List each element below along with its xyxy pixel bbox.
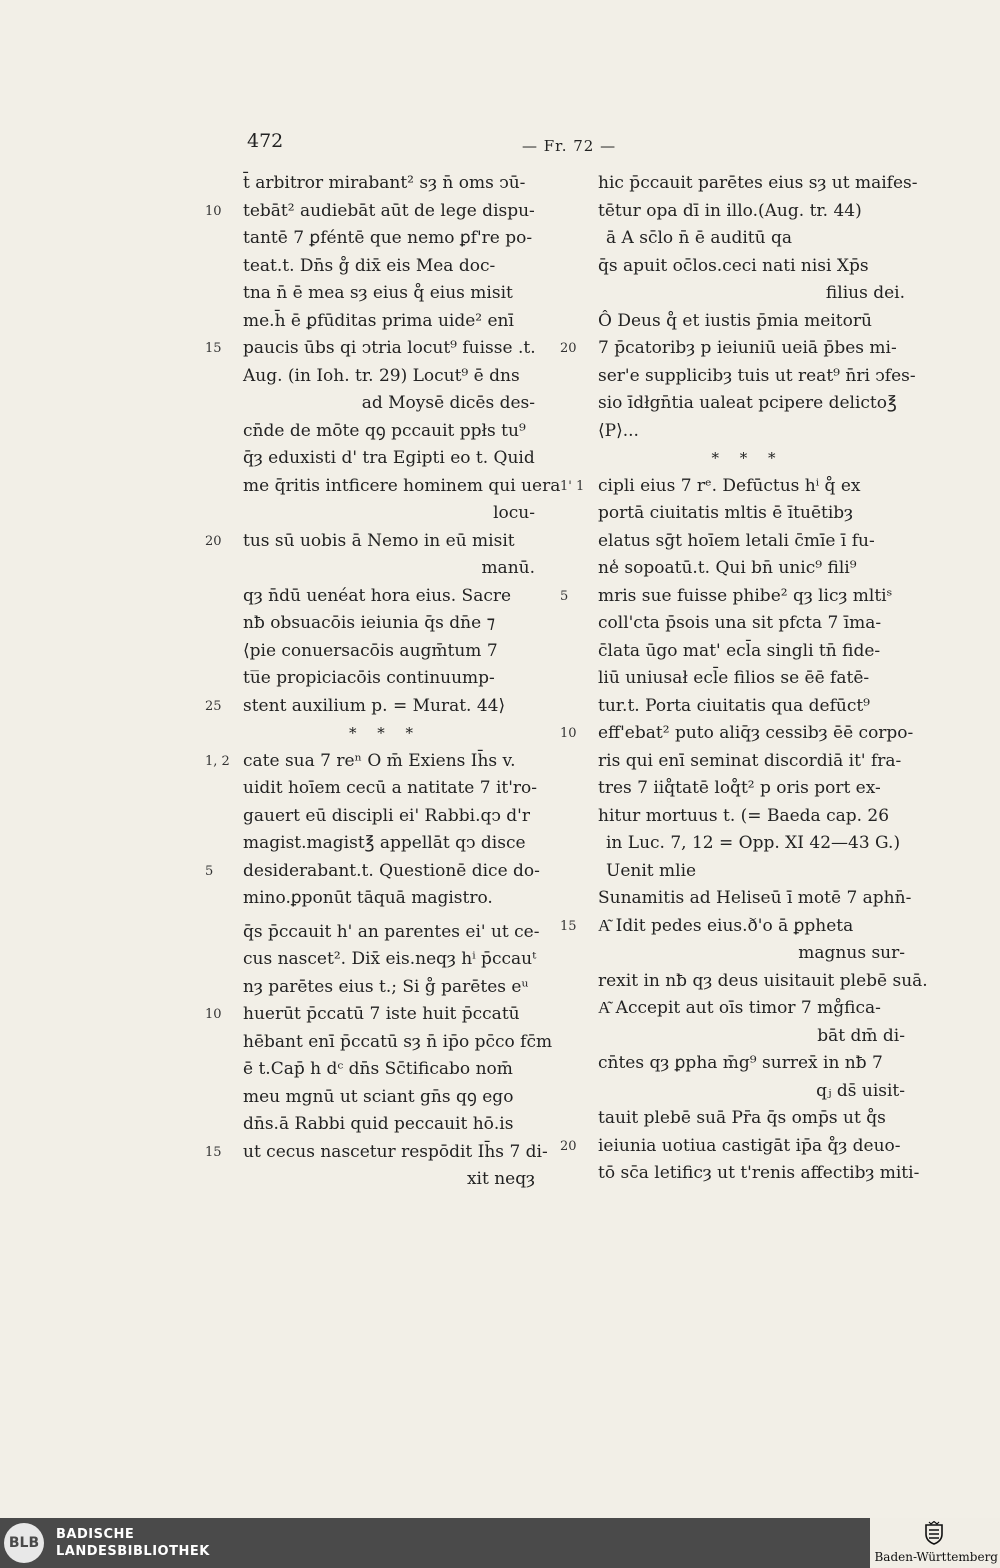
text-line [560, 748, 905, 776]
text-line [560, 720, 914, 748]
coat-of-arms-icon [923, 1521, 945, 1545]
line-text: stent auxilium p. = Murat. 44⟩ [243, 695, 506, 716]
text-line [560, 1050, 905, 1078]
text-line [205, 198, 535, 226]
line-text: sio īdłgn̄tia ualeat pcipere delicto℥ [598, 393, 897, 413]
line-text: elatus sḡt hoīem letali c̄mīe ī fu- [598, 530, 875, 551]
text-line [205, 610, 535, 638]
text-line [560, 418, 905, 446]
line-text: qⱼ ds̄ uisit- [816, 1080, 905, 1101]
line-text: Aug. (in Ioh. tr. 29) Locut⁹ ē dns [243, 365, 520, 386]
text-line [560, 638, 905, 666]
text-line [205, 885, 535, 913]
text-line [205, 1056, 535, 1084]
line-text: tebāt² audiebāt aūt de lege dispu- [243, 200, 535, 221]
line-text: xit neqȝ [466, 1169, 535, 1189]
text-line [205, 335, 535, 363]
line-text: cn̄de de mōte qꝯ pccauit ppłs tu⁹ [243, 420, 526, 441]
text-line [560, 225, 905, 253]
text-line [205, 225, 535, 253]
line-number: 1' 1 [560, 478, 585, 494]
text-line [560, 1133, 905, 1161]
line-text: A͂ Accepit aut oīs timor 7 mg̊fica- [598, 998, 881, 1018]
line-number: 15 [560, 918, 577, 934]
text-line [560, 1078, 905, 1106]
line-text: ne̾ sopoatū.t. Qui bn̄ unic⁹ fili⁹ [598, 558, 857, 578]
text-line [205, 638, 535, 666]
line-text: cus nascet². Dix̄ eis.neqȝ hⁱ p̄ccauᵗ [243, 949, 537, 969]
text-line [205, 858, 540, 886]
line-text: q̄s p̄ccauit h' an parentes ei' ut ce- [243, 921, 540, 942]
line-text: manū. [481, 558, 535, 578]
line-number: 1, 2 [205, 753, 230, 769]
line-text: portā ciuitatis mltis ē ītuētibȝ [598, 503, 854, 523]
text-line [560, 968, 928, 996]
line-text: tna n̄ ē mea sȝ eius q̊ eius misit [243, 283, 513, 303]
line-text: nƀ obsuacōis ieiunia q̄s dn̄e ⁊ [243, 613, 496, 633]
line-text: in Luc. 7, 12 = Opp. XI 42—43 G.) [606, 833, 901, 853]
section-divider-stars: * * * [711, 449, 784, 467]
line-text: hēbant enī p̄ccatū sȝ n̄ ip̄o pc̄co fc̄m [243, 1031, 553, 1052]
text-line [205, 528, 535, 556]
line-text: cipli eius 7 rᵉ. Defūctus hⁱ q̊ ex [598, 475, 861, 496]
text-line [560, 995, 905, 1023]
line-number: 25 [205, 698, 222, 714]
line-text: ē t.Cap̄ h dᶜ dn̄s Sc̄tificabo nom̄ [243, 1059, 513, 1079]
line-text: tres 7 iiq̊tatē loq̊t² p oris port ex- [598, 778, 881, 798]
partner-name: Baden-Württemberg [874, 1550, 998, 1564]
line-text: paucis ūbs qi ↄtria locut⁹ fuisse .t. [243, 338, 536, 358]
text-line [205, 363, 535, 391]
line-text: tō sc̄a letificȝ ut t'renis affectibȝ miti- [598, 1163, 920, 1183]
line-text: A͂ Idit pedes eius.ð'o ā ꝑpheta [598, 915, 854, 936]
line-text: tur.t. Porta ciuitatis qua defūct⁹ [598, 695, 870, 716]
line-number: 15 [205, 341, 222, 356]
line-text: rexit in nƀ qȝ deus uisitauit plebē suā. [598, 970, 928, 991]
line-text: q̄s apuit oc̄los.ceci nati nisi Xp̄s [598, 255, 869, 276]
line-text: q̄ȝ eduxisti d' tra Egipti eo t. Quid [243, 448, 535, 468]
line-text: ris qui enī seminat discordiā it' fra- [598, 750, 902, 771]
line-number: 10 [560, 726, 577, 741]
line-text: ser'e supplicibȝ tuis ut reat⁹ n̄ri ↄfes- [598, 365, 916, 386]
line-text: uidit hoīem cecū a natitate 7 it'ro- [243, 778, 538, 798]
line-text: Ô Deus q̊ et iustis p̄mia meitorū [598, 310, 872, 331]
text-line [205, 390, 535, 418]
text-line [560, 555, 905, 583]
text-line [560, 390, 905, 418]
line-text: 7 p̄catoribȝ p ieiuniū ueiā p̄bes mi- [598, 338, 897, 358]
text-line [560, 1105, 905, 1133]
line-text: tus sū uobis ā Nemo in eū misit [243, 530, 515, 551]
line-text: qȝ n̄dū uenéat hora eius. Sacre [243, 585, 512, 606]
text-line [205, 693, 535, 721]
line-text: Uenit mlie [606, 860, 697, 881]
text-line [205, 170, 535, 198]
line-text: ieiunia uotiua castigāt ip̄a q̊ȝ deuo- [598, 1135, 901, 1156]
text-line [560, 1160, 920, 1188]
text-line [560, 665, 905, 693]
text-line [205, 1084, 535, 1112]
library-name-line1: BADISCHE [56, 1527, 135, 1542]
text-line [560, 858, 905, 886]
line-text: tantē 7 ꝑféntē que nemo ꝑf're po- [243, 228, 533, 248]
text-line [560, 693, 905, 721]
text-line [205, 1139, 548, 1167]
line-text: tētur opa dī in illo.(Aug. tr. 44) [598, 200, 862, 221]
line-text: hitur mortuus t. (= Baeda cap. 26 [598, 805, 890, 826]
text-line [205, 919, 540, 947]
text-line [560, 500, 905, 528]
text-line [560, 913, 905, 941]
line-text: Sunamitis ad Heliseū ī motē 7 aphn̄- [598, 888, 912, 908]
text-line [560, 473, 905, 501]
text-line [205, 1166, 535, 1194]
line-text: cate sua 7 reⁿ O m̄ Exiens Ih̄s v. [243, 750, 516, 771]
line-text: ad Moysē dicēs des- [361, 393, 535, 413]
text-line [205, 974, 535, 1002]
line-text: ut cecus nascetur respōdit Ih̄s 7 di- [243, 1141, 548, 1162]
line-text: coll'cta p̄sois una sit pfcta 7 īma- [598, 613, 882, 633]
line-text: eff'ebat² puto aliq̄ȝ cessibȝ ēē corpo- [598, 723, 914, 743]
line-text: me q̄ritis intficere hominem qui uera [243, 475, 561, 496]
text-line [205, 500, 535, 528]
line-text: mris sue fuisse phibe² qȝ licȝ mltiˢ [598, 585, 893, 606]
line-text: mino.ꝑponūt tāquā magistro. [243, 888, 493, 908]
text-line [205, 418, 535, 446]
line-text: ⟨pie conuersacōis augm̄tum 7 [243, 640, 498, 661]
line-text: teat.t. Dn̄s g̊ dix̄ eis Mea doc- [243, 255, 496, 276]
line-text: ā A sc̄lo n̄ ē auditū qa [606, 228, 792, 248]
line-number: 10 [205, 1007, 222, 1022]
line-text: magist.magist℥ appellāt qↄ disce [243, 833, 526, 853]
line-number: 5 [560, 588, 569, 604]
text-line [560, 885, 912, 913]
line-text: magnus sur- [798, 943, 905, 963]
line-number: 10 [205, 203, 222, 219]
partner-logo[interactable] [870, 1518, 1000, 1568]
text-line [560, 308, 905, 336]
text-line [205, 803, 535, 831]
text-line [560, 363, 916, 391]
line-text: nȝ parētes eius t.; Si g̊ parētes eᵘ [243, 976, 529, 997]
page-number: 472 [247, 130, 284, 152]
line-text: ⟨P⟩... [598, 420, 639, 441]
line-text: locu- [493, 503, 535, 523]
section-divider-stars: * * * [348, 724, 422, 742]
blb-logo[interactable]: BLB [4, 1523, 44, 1563]
text-line [560, 170, 918, 198]
text-line [205, 775, 538, 803]
text-line [560, 335, 905, 363]
text-line [205, 665, 535, 693]
text-line [560, 198, 905, 226]
text-line [205, 1111, 535, 1139]
text-line [560, 940, 905, 968]
line-number: 15 [205, 1144, 222, 1160]
text-line [560, 528, 905, 556]
line-text: hic p̄ccauit parētes eius sȝ ut maifes- [598, 173, 918, 193]
footer-bar [0, 1518, 1000, 1568]
text-line [205, 946, 535, 974]
text-line [205, 1029, 553, 1057]
text-line [205, 748, 535, 776]
line-text: gauert eū discipli ei' Rabbi.qↄ d'r [243, 805, 530, 826]
text-line [205, 830, 535, 858]
text-line [560, 583, 905, 611]
line-text: tu̅e propiciacōis continuump- [243, 668, 495, 688]
line-text: huerūt p̄ccatū 7 iste huit p̄ccatū [243, 1004, 520, 1024]
line-text: filius dei. [825, 283, 905, 303]
text-line [205, 583, 535, 611]
line-text: t̄ arbitror mirabant² sȝ n̄ oms ↄū- [243, 173, 526, 193]
text-line [560, 775, 905, 803]
right-text-column [560, 170, 928, 1188]
text-line [205, 308, 535, 336]
text-line [205, 253, 535, 281]
line-number: 20 [560, 1138, 577, 1154]
text-line [560, 253, 905, 281]
line-text: desiderabant.t. Questionē dice do- [243, 860, 540, 881]
text-line [560, 280, 905, 308]
text-line [205, 445, 535, 473]
text-line [205, 473, 561, 501]
line-text: dn̄s.ā Rabbi quid peccauit hō.is [243, 1114, 514, 1134]
line-text: c̄lata ūgo mat' ecl̄a singli tn̄ fide- [598, 640, 881, 661]
text-line [560, 1023, 905, 1051]
line-number: 5 [205, 863, 214, 879]
line-text: tauit plebē suā Pr̄a q̄s omp̄s ut q̊s [598, 1108, 886, 1128]
library-name[interactable] [56, 1526, 210, 1560]
line-text: liū uniusał ecl̄e filios se ēē fatē- [598, 668, 870, 688]
text-line [560, 610, 905, 638]
line-text: bāt dm̄ di- [817, 1025, 905, 1046]
text-line [560, 803, 905, 831]
library-name-line2: LANDESBIBLIOTHEK [56, 1544, 210, 1559]
line-text: me.h̄ ē ꝑfūditas prima uide² enī [243, 310, 514, 331]
text-line [205, 555, 535, 583]
line-text: cn̄tes qȝ ꝑpha m̄g⁹ surrex̄ in nƀ 7 [598, 1053, 883, 1073]
text-line [560, 830, 905, 858]
line-text: meu mgnū ut sciant gn̄s qꝯ ego [243, 1086, 514, 1107]
running-title: — Fr. 72 — [522, 137, 617, 155]
left-text-column [205, 170, 561, 1194]
text-line [205, 1001, 535, 1029]
line-number: 20 [560, 341, 577, 356]
text-line [205, 280, 535, 308]
line-number: 20 [205, 533, 222, 549]
